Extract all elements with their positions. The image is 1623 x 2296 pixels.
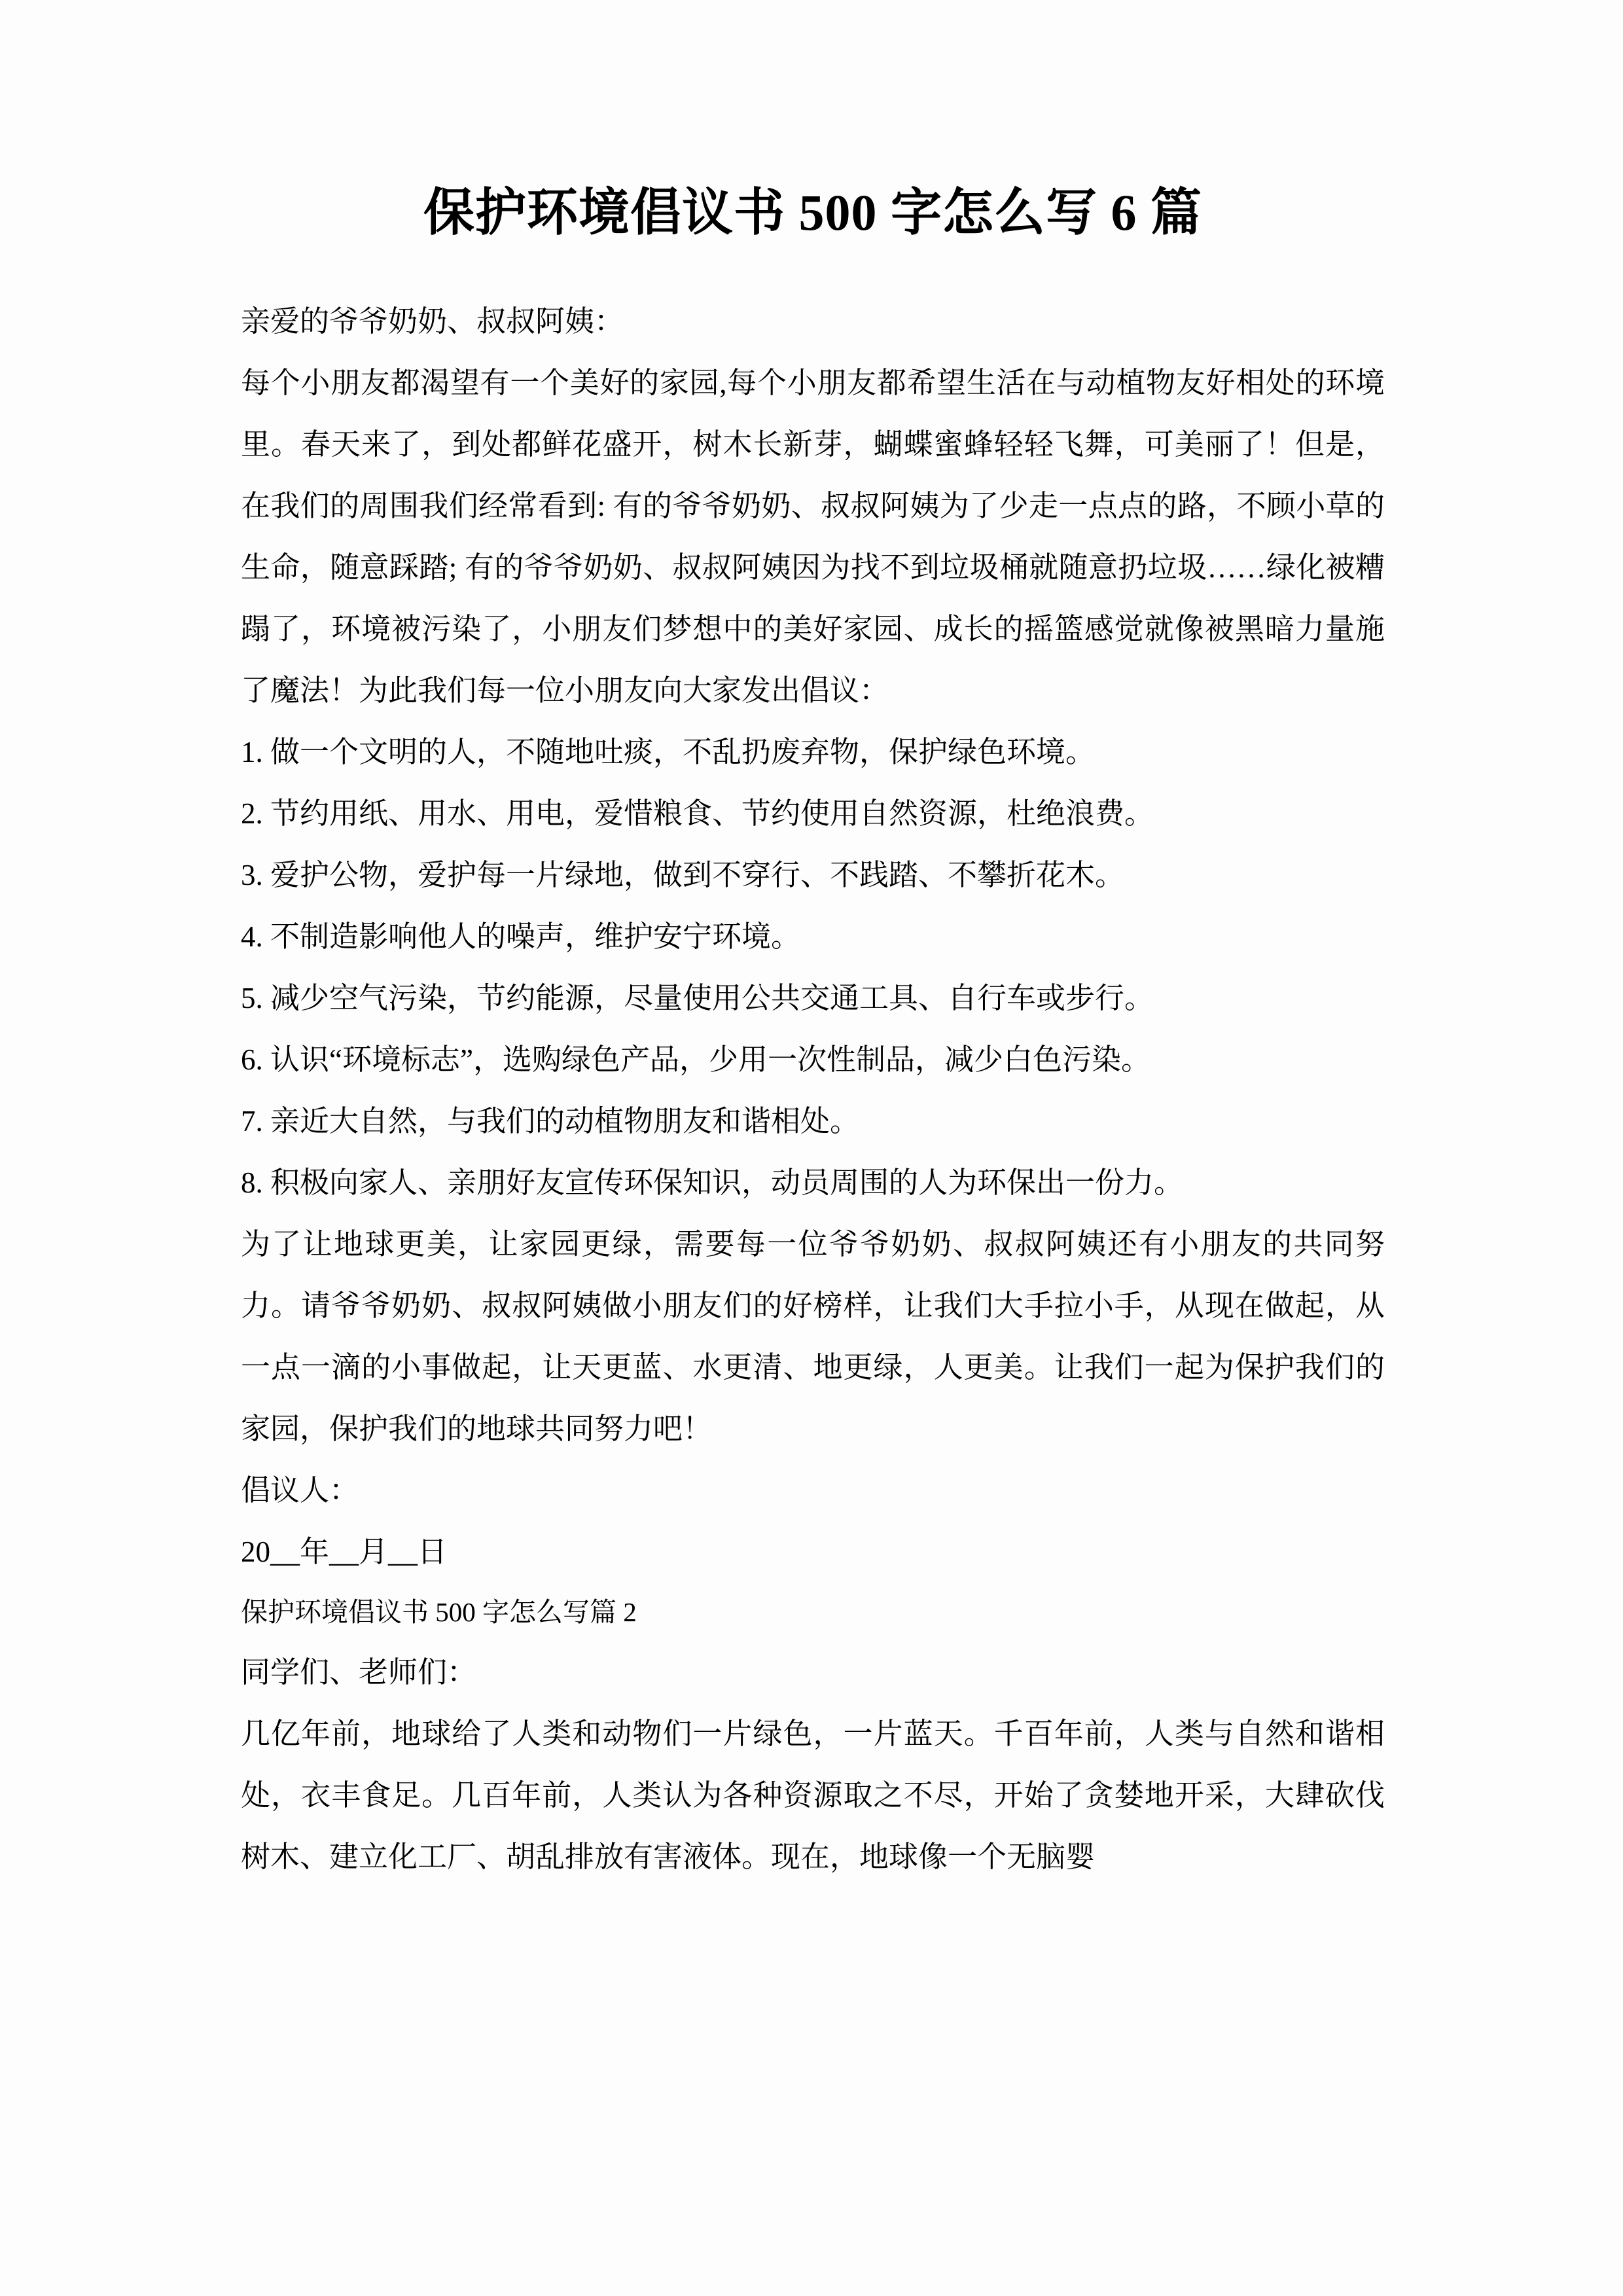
section-1-salutation: 亲爱的爷爷奶奶、叔叔阿姨：: [241, 304, 624, 338]
section-1-signoff-label: 倡议人：: [241, 1473, 359, 1507]
page-title: 保护环境倡议书 500 字怎么写 6 篇: [423, 184, 1202, 241]
list-item: 3. 爱护公物，爱护每一片绿地，做到不穿行、不践踏、不攀折花木。: [241, 858, 1125, 891]
section-1: [241, 291, 1385, 1583]
section-1-date-line: 20__年__月__日: [241, 1535, 448, 1568]
section-1-intro-paragraph: 每个小朋友都渴望有一个美好的家园,每个小朋友都希望生活在与动植物友好相处的环境里。春天来了，到处都鲜花盛开，树木长新芽，蝴蝶蜜蜂轻轻飞舞，可美丽了！但是，在我们的周围我们经常看到: 有的爷爷奶奶、叔叔阿姨为了少走一点点的路，不顾小草的生命，随意踩踏; 有的爷爷奶奶、叔叔阿姨因为找不到垃圾桶就随意扔垃圾……绿化被糟蹋了，环境被污染了，小朋友们梦想中的美好家园、成长的摇篮感觉就像被黑暗力量施了魔法！为此我们每一位小朋友向大家发出倡议：: [241, 366, 1385, 707]
list-item: 2. 节约用纸、用水、用电，爱惜粮食、节约使用自然资源，杜绝浪费。: [241, 797, 1154, 830]
list-item: 5. 减少空气污染，节约能源，尽量使用公共交通工具、自行车或步行。: [241, 981, 1154, 1014]
list-item: 1. 做一个文明的人，不随地吐痰，不乱扔废弃物，保护绿色环境。: [241, 735, 1096, 768]
document-content: [241, 0, 1385, 1888]
list-item: 7. 亲近大自然，与我们的动植物朋友和谐相处。: [241, 1104, 860, 1138]
list-item: 8. 积极向家人、亲朋好友宣传环保知识，动员周围的人为环保出一份力。: [241, 1166, 1184, 1199]
section-1-closing-paragraph: 为了让地球更美，让家园更绿，需要每一位爷爷奶奶、叔叔阿姨还有小朋友的共同努力。请爷爷奶奶、叔叔阿姨做小朋友们的好榜样，让我们大手拉小手，从现在做起，从一点一滴的小事做起，让天更蓝、水更清、地更绿，人更美。让我们一起为保护我们的家园，保护我们的地球共同努力吧！: [241, 1227, 1385, 1445]
section-2-paragraph: 几亿年前，地球给了人类和动物们一片绿色，一片蓝天。千百年前，人类与自然和谐相处，衣丰食足。几百年前，人类认为各种资源取之不尽，开始了贪婪地开采，大肆砍伐树木、建立化工厂、胡乱排放有害液体。现在，地球像一个无脑婴: [241, 1717, 1385, 1873]
section-2-heading: 保护环境倡议书 500 字怎么写篇 2: [241, 1596, 637, 1627]
list-item: 6. 认识“环境标志”，选购绿色产品，少用一次性制品，减少白色污染。: [241, 1043, 1150, 1076]
section-2: [241, 1583, 1385, 1888]
list-item: 4. 不制造影响他人的噪声，维护安宁环境。: [241, 920, 801, 953]
section-2-salutation: 同学们、老师们：: [241, 1655, 477, 1689]
